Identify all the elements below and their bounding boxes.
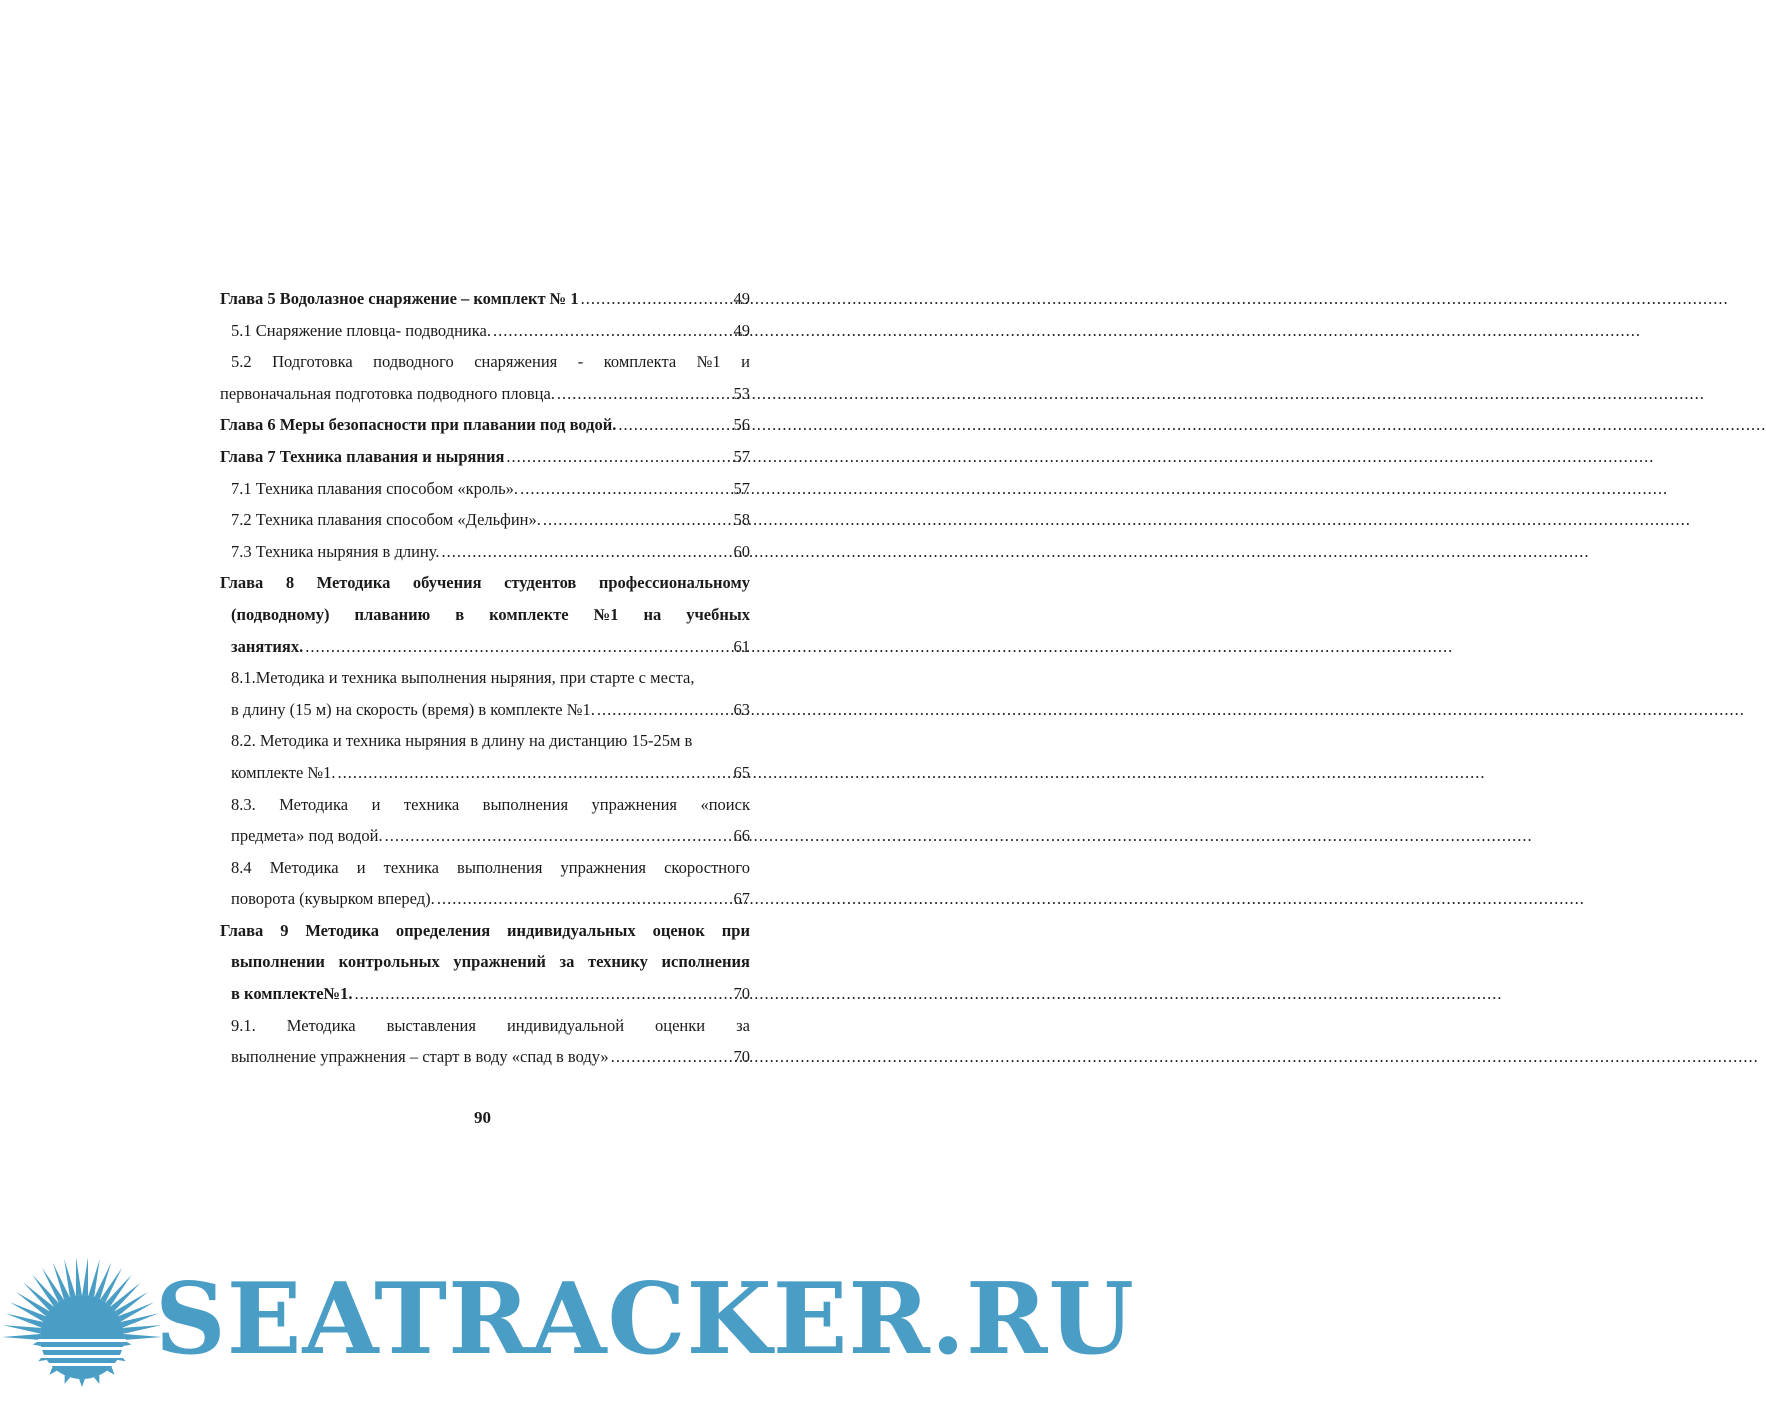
dot-leader: [581, 283, 732, 315]
toc-page-number: 58: [733, 510, 750, 530]
toc-entry-section-8-2-line2: [220, 757, 750, 789]
sun-ray: [79, 1379, 85, 1387]
word: Подготовка: [272, 352, 353, 372]
toc-entry-title: в комплекте№1.: [231, 984, 353, 1004]
toc-entry-title: 7.1 Техника плавания способом «кроль».: [231, 478, 519, 498]
toc-entry-section-8-3-line2: [220, 820, 750, 852]
sun-wave-stripe: [38, 1339, 126, 1342]
toc-entry-title: комплекте №1.: [231, 762, 336, 782]
word: за: [559, 952, 575, 972]
word: 9: [280, 920, 289, 940]
word: Методика: [269, 857, 339, 877]
toc-page-number: 49: [733, 320, 750, 340]
sun-wave-stripe: [38, 1363, 126, 1366]
dot-leader: [442, 536, 732, 568]
toc-entry-chapter-9-line2: [220, 946, 750, 978]
toc-entry-title: Глава 6 Меры безопасности при плавании под водой.: [220, 415, 617, 435]
word: 8.3.: [231, 794, 256, 814]
dot-leader: [305, 631, 731, 663]
toc-entry-section-8-4-line2: [220, 883, 750, 915]
word: №1: [696, 352, 721, 372]
toc-page-number: 63: [733, 699, 750, 719]
toc-entry-chapter-9-line1: [220, 915, 750, 947]
dot-leader: [520, 473, 731, 505]
toc-entry-title: в длину (15 м) на скорость (время) в комплекте №1.: [231, 699, 595, 719]
word: снаряжения: [474, 352, 558, 372]
toc-entry-section-8-4-line1: [220, 852, 750, 884]
word: Методика: [279, 794, 349, 814]
toc-entry-title: выполнение упражнения – старт в воду «спад в воду»: [231, 1047, 609, 1067]
word: техника: [383, 857, 439, 877]
toc-entry-title: 7.3 Техника ныряния в длину.: [231, 541, 440, 561]
dot-leader: [338, 757, 732, 789]
toc-entry-title: занятиях.: [231, 636, 304, 656]
toc-entry-chapter-8-line2: [220, 599, 750, 631]
word: исполнения: [661, 952, 750, 972]
toc-page-number: 61: [733, 636, 750, 656]
word: (подводному): [231, 604, 330, 624]
sun-wave-stripe: [38, 1347, 126, 1350]
sun-ray: [2, 1334, 40, 1340]
toc-entry-chapter-9-line3: [220, 978, 750, 1010]
toc-entry-title: предмета» под водой.: [231, 826, 383, 846]
toc-entry-section-9-1-line1: [220, 1010, 750, 1042]
word: упражнения: [560, 857, 646, 877]
word: 5.2: [231, 352, 252, 372]
word: и: [371, 794, 381, 814]
word: упражнения: [591, 794, 677, 814]
toc-entry-section-8-1-line1: [220, 662, 750, 694]
dot-leader: [618, 409, 731, 441]
toc-entry-title: Глава 5 Водолазное снаряжение – комплект № 1: [220, 289, 579, 308]
word: 8.4: [231, 857, 252, 877]
toc-entry-title: Глава 7 Техника плавания и ныряния: [220, 446, 505, 466]
word: профессиональному: [598, 573, 750, 593]
sun-ray: [76, 1257, 82, 1295]
word: за: [736, 1015, 750, 1035]
word: Глава: [220, 920, 264, 940]
dot-leader: [506, 441, 731, 473]
toc-page-number: 53: [733, 383, 750, 403]
dot-leader: [437, 883, 732, 915]
toc-entry-title: первоначальная подготовка подводного пловца.: [220, 383, 555, 403]
sun-disc: [40, 1295, 124, 1379]
dot-leader: [557, 378, 732, 410]
word: и: [741, 352, 750, 372]
table-of-contents: [220, 283, 750, 1073]
word: при: [721, 920, 750, 940]
word: оценок: [652, 920, 705, 940]
toc-entry-chapter-6: [220, 409, 750, 441]
toc-page-number: 49: [733, 289, 750, 308]
word: обучения: [412, 573, 482, 593]
toc-entry-title: 5.1 Снаряжение пловца- подводника.: [231, 320, 491, 340]
word: учебных: [686, 604, 750, 624]
word: №1: [593, 604, 619, 624]
word: скоростного: [664, 857, 750, 877]
toc-entry-section-7-2: [220, 504, 750, 536]
toc-entry-section-8-1-line2: [220, 694, 750, 726]
dot-leader: [493, 315, 732, 347]
toc-page-number: 67: [733, 889, 750, 909]
word: выставления: [386, 1015, 476, 1035]
word: индивидуальных: [507, 920, 636, 940]
toc-entry-title: поворота (кувырком вперед).: [231, 889, 435, 909]
toc-page-number: 65: [733, 762, 750, 782]
watermark-text: SEATRACKER.RU: [155, 1262, 1135, 1377]
toc-page-number: 57: [733, 478, 750, 498]
dot-leader: [543, 504, 732, 536]
toc-entry-section-5-1: [220, 315, 750, 347]
toc-entry-section-5-2-line2: [220, 378, 750, 410]
word: «поиск: [700, 794, 750, 814]
sun-ray: [3, 1325, 41, 1334]
word: и: [356, 857, 366, 877]
word: 8: [285, 573, 295, 593]
toc-entry-section-7-3: [220, 536, 750, 568]
toc-page-number: 70: [733, 984, 750, 1004]
toc-entry-title: 8.1.Методика и техника выполнения ныряния, при старте с места,: [231, 668, 695, 688]
dot-leader: [354, 978, 731, 1010]
toc-entry-section-8-2-line1: [220, 725, 750, 757]
word: -: [577, 352, 584, 372]
toc-page-number: 70: [733, 1047, 750, 1067]
word: 9.1.: [231, 1015, 256, 1035]
word: на: [643, 604, 662, 624]
word: подводного: [373, 352, 454, 372]
word: техника: [403, 794, 460, 814]
sun-wave-stripe: [38, 1355, 126, 1358]
word: определения: [395, 920, 491, 940]
word: упражнений: [453, 952, 546, 972]
word: Методика: [305, 920, 380, 940]
word: выполнении: [231, 952, 325, 972]
dot-leader: [611, 1041, 732, 1073]
word: студентов: [504, 573, 577, 593]
dot-leader: [385, 820, 732, 852]
word: выполнения: [457, 857, 543, 877]
word: индивидуальной: [506, 1015, 625, 1035]
word: комплекта: [603, 352, 677, 372]
word: оценки: [655, 1015, 706, 1035]
dot-leader: [597, 694, 732, 726]
sun-ray: [82, 1257, 88, 1295]
toc-page-number: 56: [733, 415, 750, 435]
toc-entry-title: 8.2. Методика и техника ныряния в длину на дистанцию 15-25м в: [231, 731, 693, 751]
word: комплекте: [489, 604, 569, 624]
toc-entry-section-7-1: [220, 473, 750, 505]
word: Глава: [220, 573, 264, 593]
word: выполнения: [482, 794, 569, 814]
toc-entry-chapter-8-line1: [220, 567, 750, 599]
word: плаванию: [354, 604, 431, 624]
page-number: 90: [474, 1108, 491, 1127]
word: Методика: [286, 1015, 356, 1035]
toc-page-number: 60: [733, 541, 750, 561]
toc-entry-section-8-3-line1: [220, 789, 750, 821]
toc-entry-section-9-1-line2: [220, 1041, 750, 1073]
toc-entry-chapter-5: [220, 283, 750, 315]
word: контрольных: [338, 952, 440, 972]
word: в: [455, 604, 465, 624]
toc-entry-section-5-2-line1: [220, 346, 750, 378]
toc-entry-chapter-8-line3: [220, 631, 750, 663]
toc-page-number: 57: [733, 446, 750, 466]
word: технику: [588, 952, 648, 972]
word: Методика: [316, 573, 391, 593]
toc-entry-title: 7.2 Техника плавания способом «Дельфин».: [231, 510, 541, 530]
toc-entry-chapter-7: [220, 441, 750, 473]
toc-page-number: 66: [733, 826, 750, 846]
